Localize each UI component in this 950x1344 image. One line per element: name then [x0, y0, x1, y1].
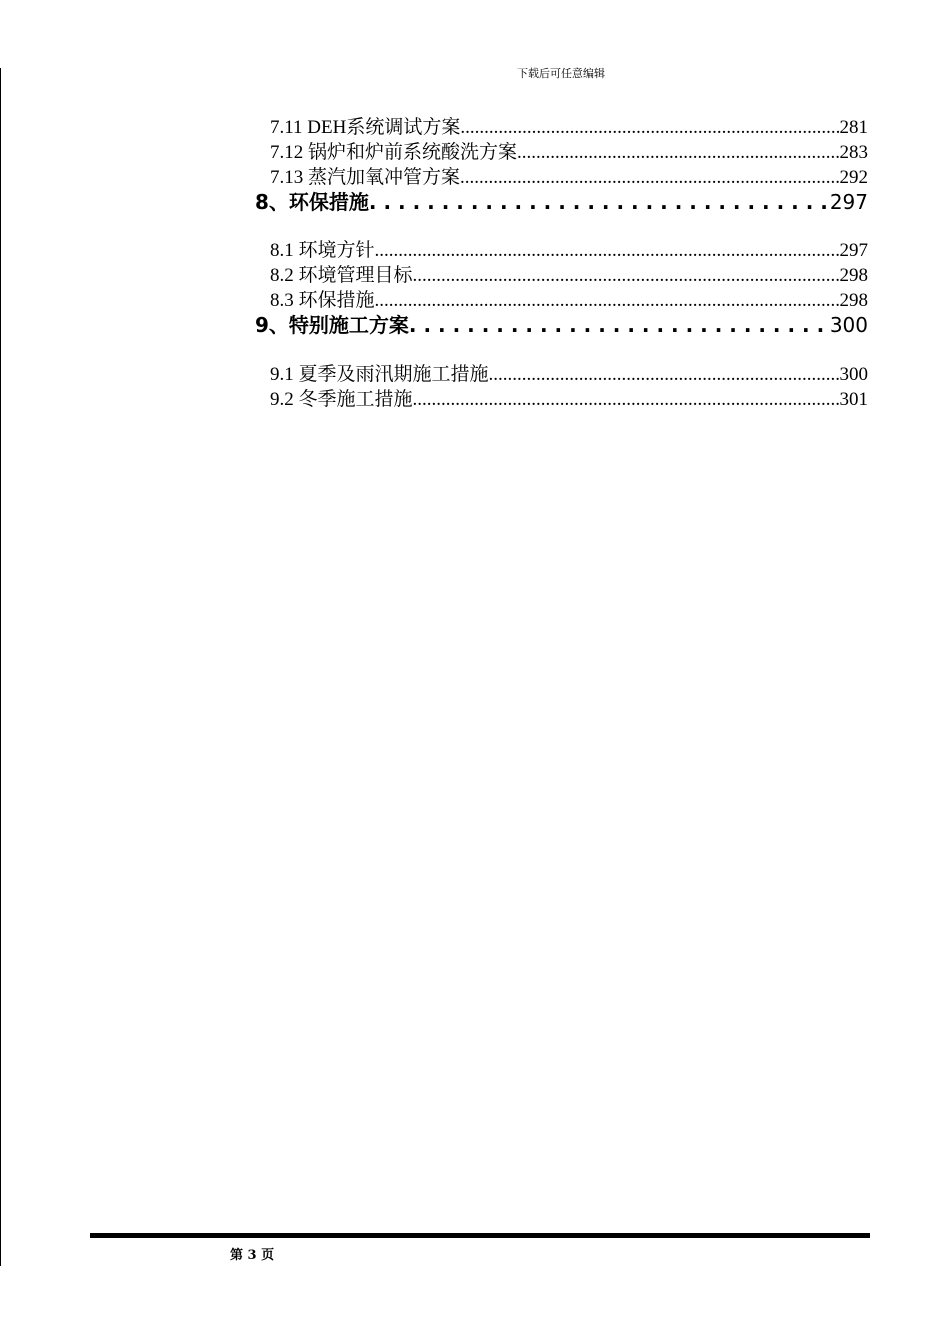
toc-entry[interactable]	[270, 362, 868, 387]
toc-chapter-title: 8、环保措施	[255, 190, 369, 214]
toc-chapter-title: 9、特别施工方案	[255, 313, 409, 337]
toc-entry-title: 8.3 环保措施	[270, 290, 375, 311]
toc-entry[interactable]	[270, 263, 868, 288]
toc-entry[interactable]	[270, 387, 868, 412]
toc-chapter-entry[interactable]	[255, 311, 868, 339]
toc-entry-title: 7.13 蒸汽加氧冲管方案	[270, 167, 461, 188]
toc-dot-leader	[489, 362, 840, 387]
toc-dot-leader	[517, 140, 839, 165]
toc-entry-page: 281	[839, 117, 868, 138]
header-note: 下载后可任意编辑	[517, 68, 605, 80]
toc-entry-title: 7.12 锅炉和炉前系统酸洗方案	[270, 142, 518, 163]
toc-entry[interactable]	[270, 238, 868, 263]
toc-entry-page: 298	[839, 265, 868, 286]
toc-entry-title: 9.1 夏季及雨汛期施工措施	[270, 364, 489, 385]
toc-entry[interactable]	[270, 140, 868, 165]
toc-entry-page: 301	[839, 389, 868, 410]
toc-chapter-entry[interactable]	[255, 188, 868, 216]
toc-dot-leader	[460, 165, 839, 190]
toc-entry[interactable]	[270, 288, 868, 313]
toc-entry-page: 292	[839, 167, 868, 188]
toc-entry[interactable]	[270, 165, 868, 190]
toc-entry-page: 283	[839, 142, 868, 163]
toc-entry-page: 297	[839, 240, 868, 261]
toc-dot-leader	[413, 387, 840, 412]
toc-entry-page: 298	[839, 290, 868, 311]
toc-entry-title: 8.2 环境管理目标	[270, 265, 413, 286]
toc-entry-title: 7.11 DEH系统调试方案	[270, 117, 461, 138]
toc-entry-title: 9.2 冬季施工措施	[270, 389, 413, 410]
toc-chapter-page: 300	[829, 313, 868, 337]
toc-dot-leader	[460, 115, 839, 140]
toc-dot-leader	[375, 288, 840, 313]
toc-dot-leader	[409, 311, 830, 339]
page-number: 第 3 页	[230, 1248, 275, 1263]
toc-entry[interactable]	[270, 115, 868, 140]
toc-dot-leader	[369, 188, 830, 216]
toc-entry-page: 300	[839, 364, 868, 385]
toc-dot-leader	[375, 238, 840, 263]
toc-entry-title: 8.1 环境方针	[270, 240, 375, 261]
footer-divider	[90, 1233, 870, 1238]
toc-dot-leader	[413, 263, 840, 288]
toc-chapter-page: 297	[829, 190, 868, 214]
